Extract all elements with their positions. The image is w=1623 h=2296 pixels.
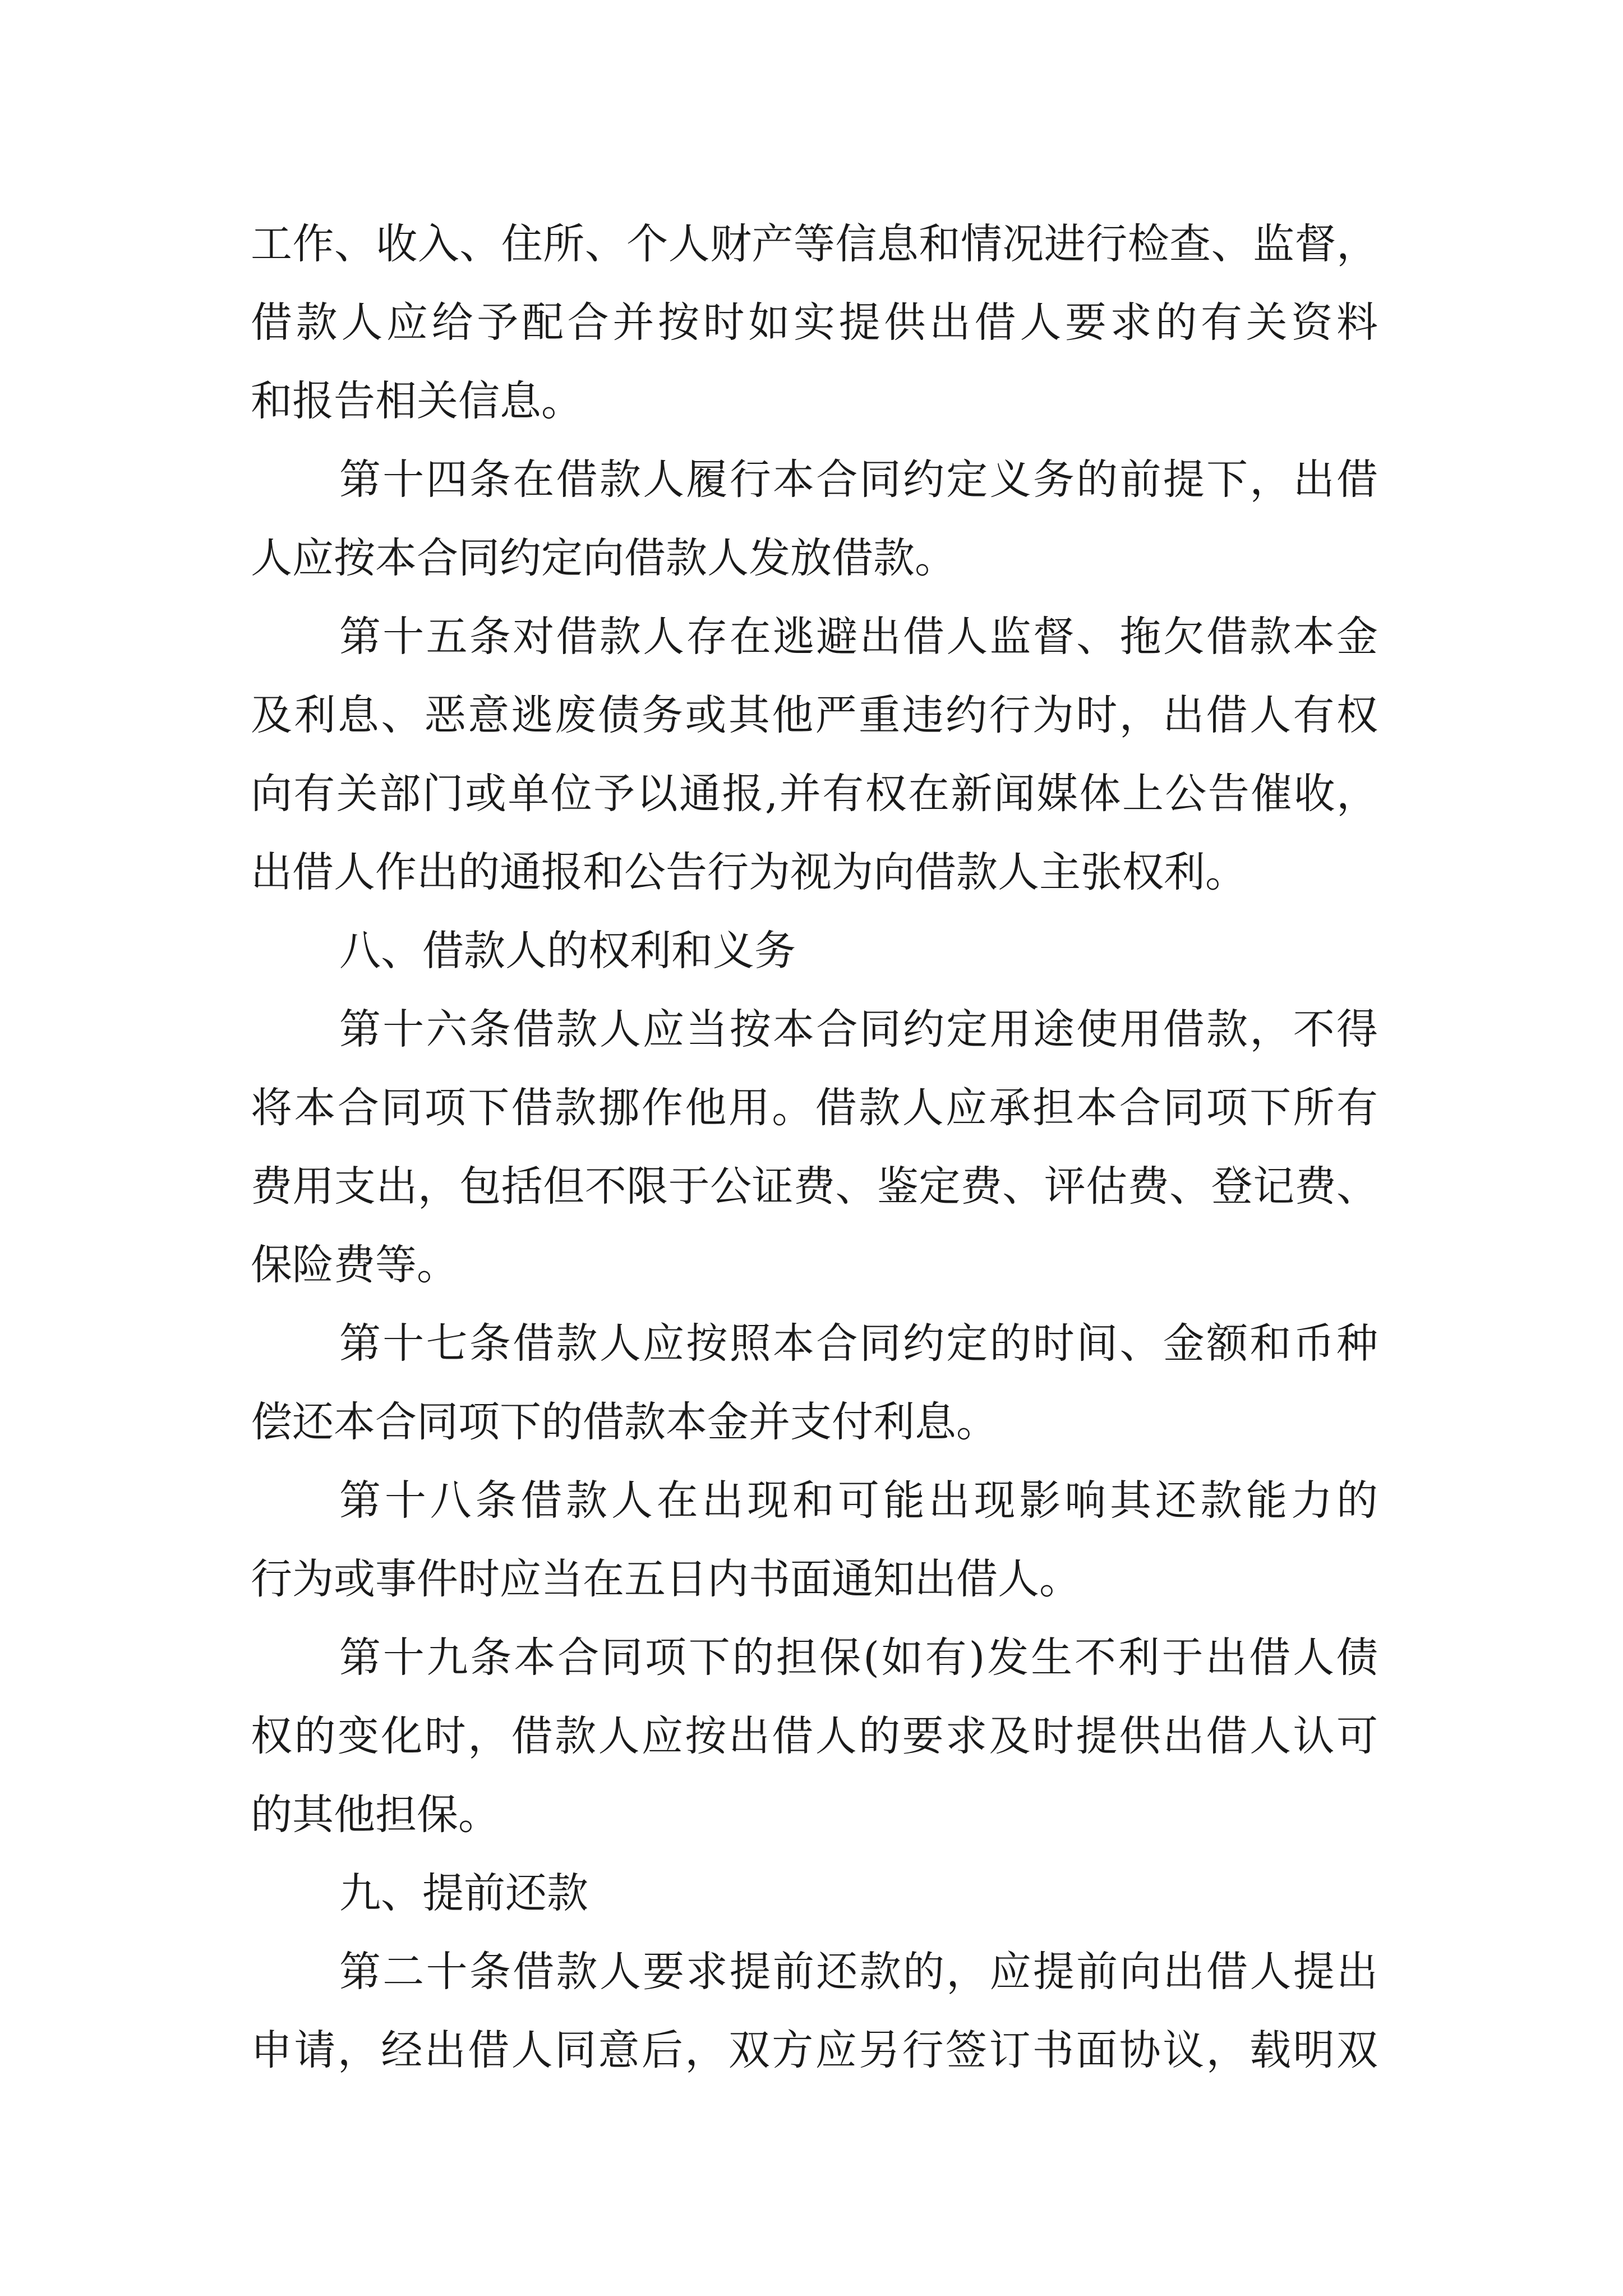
text-line: 人应按本合同约定向借款人发放借款。 [251,534,956,582]
text-line: 权的变化时，借款人应按出借人的要求及时提供出借人认可 [251,1712,1378,1760]
text-line: 行为或事件时应当在五日内书面通知出借人。 [251,1555,1081,1603]
text-line: 保险费等。 [251,1241,458,1289]
text-line: 偿还本合同项下的借款本金并支付利息。 [251,1398,998,1446]
text-line: 工作、收入、住所、个人财产等信息和情况进行检查、监督， [251,220,1378,268]
text-line: 将本合同项下借款挪作他用。借款人应承担本合同项下所有 [251,1084,1378,1132]
text-line: 向有关部门或单位予以通报,并有权在新闻媒体上公告催收， [251,770,1378,818]
text-line: 的其他担保。 [251,1791,500,1839]
text-line: 申请，经出借人同意后，双方应另行签订书面协议，载明双 [251,2026,1378,2074]
article-18-text: 第十八条借款人在出现和可能出现影响其还款能力的 [339,1476,1378,1525]
text-line: 费用支出，包括但不限于公证费、鉴定费、评估费、登记费、 [251,1162,1378,1211]
article-20-text: 第二十条借款人要求提前还款的，应提前向出借人提出 [339,1948,1378,1996]
article-14-text: 第十四条在借款人履行本合同约定义务的前提下，出借 [339,455,1378,504]
text-line: 出借人作出的通报和公告行为视为向借款人主张权利。 [251,848,1247,896]
article-17-text: 第十七条借款人应按照本合同约定的时间、金额和币种 [339,1319,1378,1368]
section-heading: 八、借款人的权利和义务 [339,927,796,975]
text-line: 及利息、恶意逃废债务或其他严重违约行为时，出借人有权 [251,691,1378,739]
article-19-text: 第十九条本合同项下的担保(如有)发生不利于出借人债 [339,1634,1378,1682]
article-15-text: 第十五条对借款人存在逃避出借人监督、拖欠借款本金 [339,613,1378,661]
text-line: 借款人应给予配合并按时如实提供出借人要求的有关资料 [251,298,1378,347]
section-heading: 九、提前还款 [339,1869,588,1917]
text-line: 和报告相关信息。 [251,377,583,425]
article-16-text: 第十六条借款人应当按本合同约定用途使用借款，不得 [339,1005,1378,1053]
